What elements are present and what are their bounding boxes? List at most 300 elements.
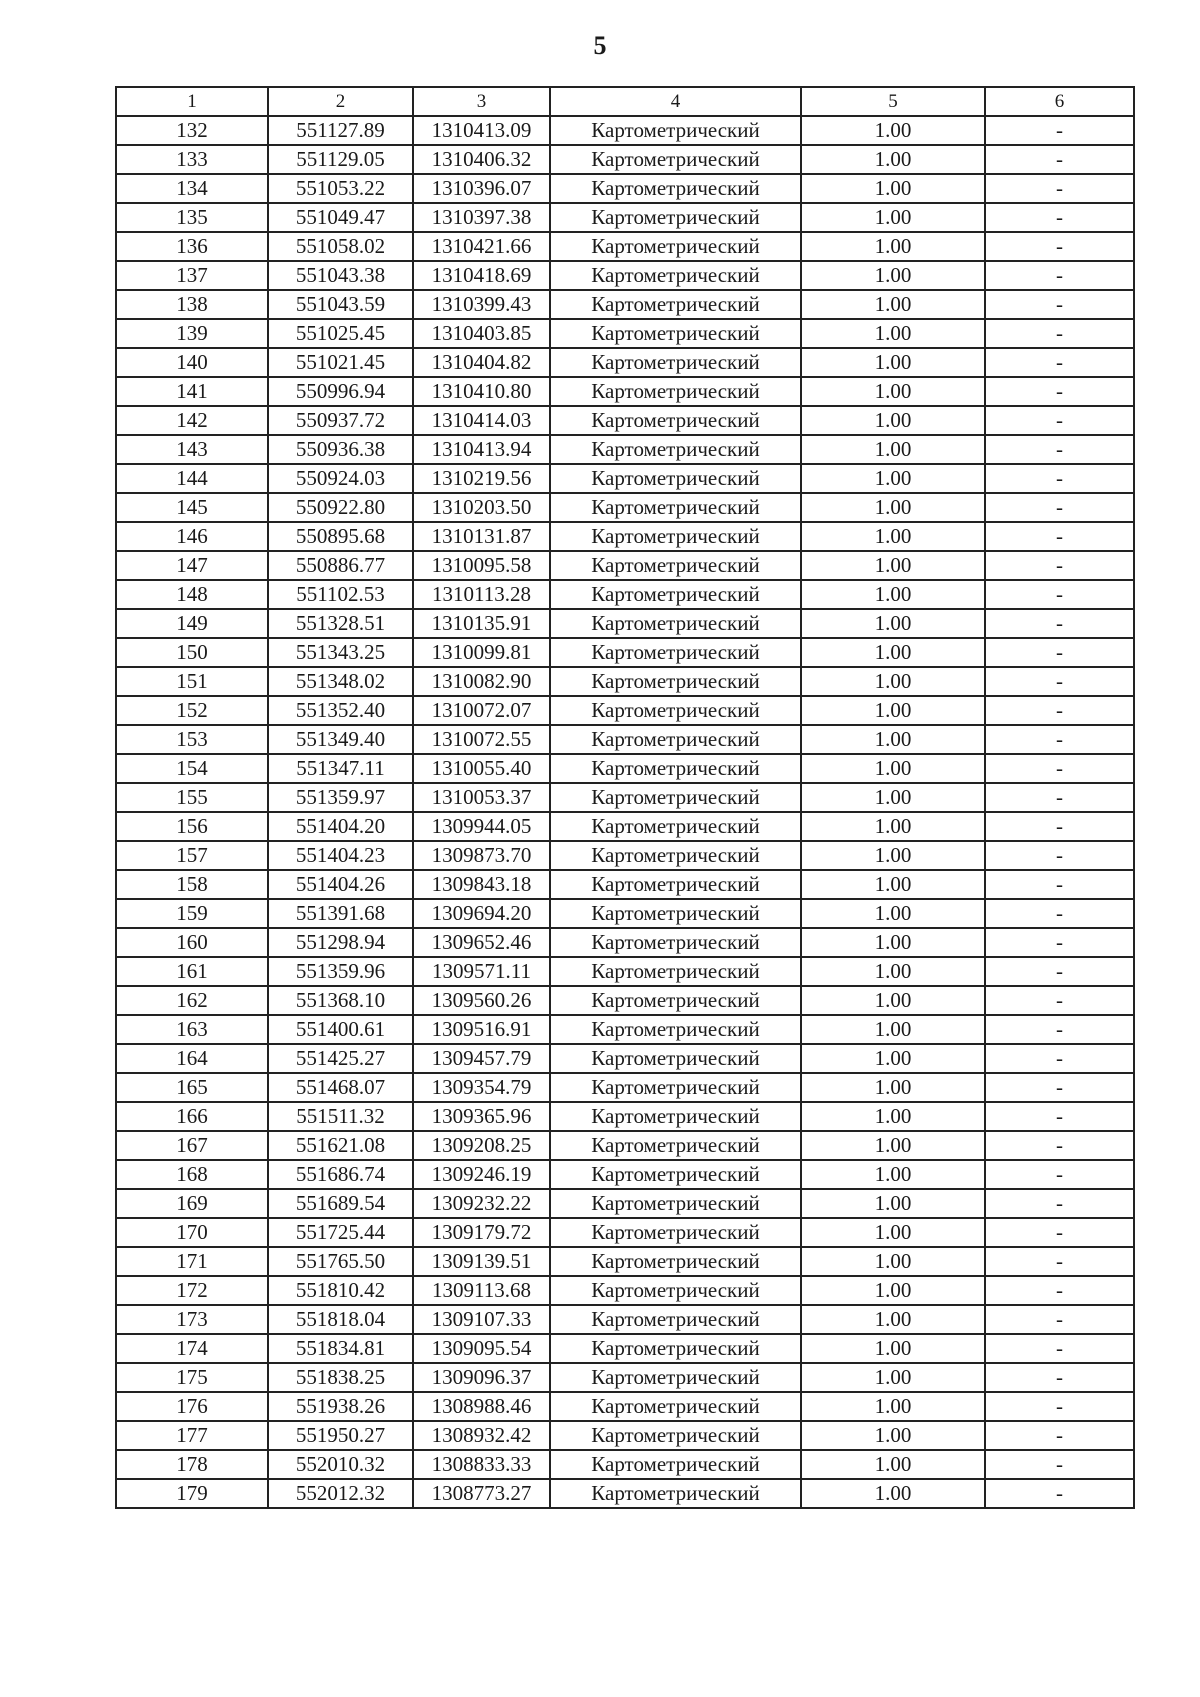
x-coordinate-cell: 551725.44 xyxy=(268,1218,413,1247)
method-cell: Картометрический xyxy=(550,1450,801,1479)
point-number-cell: 164 xyxy=(116,1044,268,1073)
x-coordinate-cell: 551298.94 xyxy=(268,928,413,957)
description-cell: - xyxy=(985,435,1134,464)
table-row xyxy=(116,1218,1134,1247)
point-number-cell: 159 xyxy=(116,899,268,928)
table-row xyxy=(116,580,1134,609)
x-coordinate-cell: 551043.38 xyxy=(268,261,413,290)
x-coordinate-cell: 551425.27 xyxy=(268,1044,413,1073)
x-coordinate-cell: 550996.94 xyxy=(268,377,413,406)
point-number-cell: 169 xyxy=(116,1189,268,1218)
table-row xyxy=(116,1189,1134,1218)
point-number-cell: 135 xyxy=(116,203,268,232)
point-number-cell: 149 xyxy=(116,609,268,638)
x-coordinate-cell: 551468.07 xyxy=(268,1073,413,1102)
y-coordinate-cell: 1309694.20 xyxy=(413,899,550,928)
method-cell: Картометрический xyxy=(550,638,801,667)
table-row xyxy=(116,812,1134,841)
y-coordinate-cell: 1309560.26 xyxy=(413,986,550,1015)
y-coordinate-cell: 1309095.54 xyxy=(413,1334,550,1363)
table-row xyxy=(116,493,1134,522)
x-coordinate-cell: 551765.50 xyxy=(268,1247,413,1276)
point-number-cell: 175 xyxy=(116,1363,268,1392)
table-row xyxy=(116,1073,1134,1102)
point-number-cell: 158 xyxy=(116,870,268,899)
table-row xyxy=(116,145,1134,174)
x-coordinate-cell: 551025.45 xyxy=(268,319,413,348)
description-cell: - xyxy=(985,1044,1134,1073)
point-number-cell: 136 xyxy=(116,232,268,261)
accuracy-cell: 1.00 xyxy=(801,841,985,870)
x-coordinate-cell: 551328.51 xyxy=(268,609,413,638)
x-coordinate-cell: 551404.20 xyxy=(268,812,413,841)
point-number-cell: 174 xyxy=(116,1334,268,1363)
table-row xyxy=(116,377,1134,406)
accuracy-cell: 1.00 xyxy=(801,203,985,232)
y-coordinate-cell: 1309179.72 xyxy=(413,1218,550,1247)
table-row xyxy=(116,928,1134,957)
column-header-1: 1 xyxy=(116,87,268,116)
accuracy-cell: 1.00 xyxy=(801,1131,985,1160)
method-cell: Картометрический xyxy=(550,261,801,290)
y-coordinate-cell: 1310399.43 xyxy=(413,290,550,319)
accuracy-cell: 1.00 xyxy=(801,1450,985,1479)
table-row xyxy=(116,406,1134,435)
accuracy-cell: 1.00 xyxy=(801,1247,985,1276)
table-row xyxy=(116,464,1134,493)
y-coordinate-cell: 1309652.46 xyxy=(413,928,550,957)
point-number-cell: 165 xyxy=(116,1073,268,1102)
point-number-cell: 152 xyxy=(116,696,268,725)
accuracy-cell: 1.00 xyxy=(801,1334,985,1363)
x-coordinate-cell: 551404.26 xyxy=(268,870,413,899)
description-cell: - xyxy=(985,203,1134,232)
y-coordinate-cell: 1310072.55 xyxy=(413,725,550,754)
x-coordinate-cell: 551058.02 xyxy=(268,232,413,261)
method-cell: Картометрический xyxy=(550,754,801,783)
y-coordinate-cell: 1310397.38 xyxy=(413,203,550,232)
accuracy-cell: 1.00 xyxy=(801,754,985,783)
coordinates-table xyxy=(115,86,1135,1509)
y-coordinate-cell: 1308932.42 xyxy=(413,1421,550,1450)
description-cell: - xyxy=(985,174,1134,203)
point-number-cell: 142 xyxy=(116,406,268,435)
y-coordinate-cell: 1308988.46 xyxy=(413,1392,550,1421)
table-row xyxy=(116,116,1134,145)
point-number-cell: 172 xyxy=(116,1276,268,1305)
x-coordinate-cell: 551021.45 xyxy=(268,348,413,377)
description-cell: - xyxy=(985,899,1134,928)
method-cell: Картометрический xyxy=(550,522,801,551)
description-cell: - xyxy=(985,145,1134,174)
table-row xyxy=(116,551,1134,580)
y-coordinate-cell: 1310418.69 xyxy=(413,261,550,290)
point-number-cell: 170 xyxy=(116,1218,268,1247)
method-cell: Картометрический xyxy=(550,957,801,986)
point-number-cell: 162 xyxy=(116,986,268,1015)
y-coordinate-cell: 1309246.19 xyxy=(413,1160,550,1189)
point-number-cell: 141 xyxy=(116,377,268,406)
table-row xyxy=(116,1247,1134,1276)
method-cell: Картометрический xyxy=(550,1015,801,1044)
method-cell: Картометрический xyxy=(550,696,801,725)
method-cell: Картометрический xyxy=(550,667,801,696)
description-cell: - xyxy=(985,928,1134,957)
description-cell: - xyxy=(985,1276,1134,1305)
method-cell: Картометрический xyxy=(550,783,801,812)
table-row xyxy=(116,522,1134,551)
point-number-cell: 171 xyxy=(116,1247,268,1276)
accuracy-cell: 1.00 xyxy=(801,580,985,609)
description-cell: - xyxy=(985,377,1134,406)
x-coordinate-cell: 551511.32 xyxy=(268,1102,413,1131)
method-cell: Картометрический xyxy=(550,580,801,609)
method-cell: Картометрический xyxy=(550,841,801,870)
description-cell: - xyxy=(985,464,1134,493)
accuracy-cell: 1.00 xyxy=(801,957,985,986)
description-cell: - xyxy=(985,1450,1134,1479)
y-coordinate-cell: 1309354.79 xyxy=(413,1073,550,1102)
x-coordinate-cell: 551347.11 xyxy=(268,754,413,783)
table-header xyxy=(116,87,1134,116)
x-coordinate-cell: 550924.03 xyxy=(268,464,413,493)
table-row xyxy=(116,609,1134,638)
table-row xyxy=(116,957,1134,986)
method-cell: Картометрический xyxy=(550,1363,801,1392)
description-cell: - xyxy=(985,1247,1134,1276)
table-body xyxy=(116,116,1134,1508)
method-cell: Картометрический xyxy=(550,928,801,957)
method-cell: Картометрический xyxy=(550,116,801,145)
method-cell: Картометрический xyxy=(550,464,801,493)
x-coordinate-cell: 551102.53 xyxy=(268,580,413,609)
table-row xyxy=(116,667,1134,696)
x-coordinate-cell: 551391.68 xyxy=(268,899,413,928)
y-coordinate-cell: 1310410.80 xyxy=(413,377,550,406)
x-coordinate-cell: 551368.10 xyxy=(268,986,413,1015)
method-cell: Картометрический xyxy=(550,1479,801,1508)
point-number-cell: 167 xyxy=(116,1131,268,1160)
y-coordinate-cell: 1310055.40 xyxy=(413,754,550,783)
accuracy-cell: 1.00 xyxy=(801,174,985,203)
accuracy-cell: 1.00 xyxy=(801,696,985,725)
point-number-cell: 168 xyxy=(116,1160,268,1189)
y-coordinate-cell: 1310414.03 xyxy=(413,406,550,435)
description-cell: - xyxy=(985,812,1134,841)
table-row xyxy=(116,725,1134,754)
method-cell: Картометрический xyxy=(550,174,801,203)
accuracy-cell: 1.00 xyxy=(801,1363,985,1392)
x-coordinate-cell: 550936.38 xyxy=(268,435,413,464)
method-cell: Картометрический xyxy=(550,1131,801,1160)
table-row xyxy=(116,1305,1134,1334)
accuracy-cell: 1.00 xyxy=(801,928,985,957)
accuracy-cell: 1.00 xyxy=(801,1276,985,1305)
accuracy-cell: 1.00 xyxy=(801,1189,985,1218)
description-cell: - xyxy=(985,319,1134,348)
table-row xyxy=(116,986,1134,1015)
description-cell: - xyxy=(985,957,1134,986)
table-row xyxy=(116,1276,1134,1305)
y-coordinate-cell: 1310404.82 xyxy=(413,348,550,377)
accuracy-cell: 1.00 xyxy=(801,290,985,319)
method-cell: Картометрический xyxy=(550,493,801,522)
x-coordinate-cell: 551818.04 xyxy=(268,1305,413,1334)
point-number-cell: 166 xyxy=(116,1102,268,1131)
point-number-cell: 160 xyxy=(116,928,268,957)
accuracy-cell: 1.00 xyxy=(801,899,985,928)
x-coordinate-cell: 552010.32 xyxy=(268,1450,413,1479)
x-coordinate-cell: 551810.42 xyxy=(268,1276,413,1305)
y-coordinate-cell: 1310135.91 xyxy=(413,609,550,638)
header-row xyxy=(116,87,1134,116)
y-coordinate-cell: 1309113.68 xyxy=(413,1276,550,1305)
accuracy-cell: 1.00 xyxy=(801,1160,985,1189)
y-coordinate-cell: 1310072.07 xyxy=(413,696,550,725)
method-cell: Картометрический xyxy=(550,812,801,841)
column-header-4: 4 xyxy=(550,87,801,116)
accuracy-cell: 1.00 xyxy=(801,551,985,580)
description-cell: - xyxy=(985,493,1134,522)
y-coordinate-cell: 1310219.56 xyxy=(413,464,550,493)
y-coordinate-cell: 1310082.90 xyxy=(413,667,550,696)
x-coordinate-cell: 551834.81 xyxy=(268,1334,413,1363)
accuracy-cell: 1.00 xyxy=(801,261,985,290)
y-coordinate-cell: 1310413.94 xyxy=(413,435,550,464)
x-coordinate-cell: 551838.25 xyxy=(268,1363,413,1392)
x-coordinate-cell: 551343.25 xyxy=(268,638,413,667)
column-header-2: 2 xyxy=(268,87,413,116)
y-coordinate-cell: 1310095.58 xyxy=(413,551,550,580)
method-cell: Картометрический xyxy=(550,1392,801,1421)
x-coordinate-cell: 551359.97 xyxy=(268,783,413,812)
table-row xyxy=(116,1421,1134,1450)
accuracy-cell: 1.00 xyxy=(801,667,985,696)
point-number-cell: 157 xyxy=(116,841,268,870)
y-coordinate-cell: 1309107.33 xyxy=(413,1305,550,1334)
description-cell: - xyxy=(985,348,1134,377)
x-coordinate-cell: 551049.47 xyxy=(268,203,413,232)
point-number-cell: 155 xyxy=(116,783,268,812)
method-cell: Картометрический xyxy=(550,1247,801,1276)
accuracy-cell: 1.00 xyxy=(801,812,985,841)
accuracy-cell: 1.00 xyxy=(801,725,985,754)
column-header-3: 3 xyxy=(413,87,550,116)
point-number-cell: 146 xyxy=(116,522,268,551)
y-coordinate-cell: 1310406.32 xyxy=(413,145,550,174)
x-coordinate-cell: 551400.61 xyxy=(268,1015,413,1044)
y-coordinate-cell: 1310131.87 xyxy=(413,522,550,551)
x-coordinate-cell: 551043.59 xyxy=(268,290,413,319)
point-number-cell: 156 xyxy=(116,812,268,841)
point-number-cell: 148 xyxy=(116,580,268,609)
table-row xyxy=(116,203,1134,232)
method-cell: Картометрический xyxy=(550,899,801,928)
y-coordinate-cell: 1309139.51 xyxy=(413,1247,550,1276)
accuracy-cell: 1.00 xyxy=(801,377,985,406)
x-coordinate-cell: 551950.27 xyxy=(268,1421,413,1450)
y-coordinate-cell: 1310396.07 xyxy=(413,174,550,203)
y-coordinate-cell: 1308833.33 xyxy=(413,1450,550,1479)
point-number-cell: 132 xyxy=(116,116,268,145)
column-header-5: 5 xyxy=(801,87,985,116)
accuracy-cell: 1.00 xyxy=(801,319,985,348)
method-cell: Картометрический xyxy=(550,870,801,899)
point-number-cell: 140 xyxy=(116,348,268,377)
column-header-6: 6 xyxy=(985,87,1134,116)
method-cell: Картометрический xyxy=(550,348,801,377)
y-coordinate-cell: 1310403.85 xyxy=(413,319,550,348)
accuracy-cell: 1.00 xyxy=(801,638,985,667)
description-cell: - xyxy=(985,1218,1134,1247)
point-number-cell: 133 xyxy=(116,145,268,174)
description-cell: - xyxy=(985,1392,1134,1421)
accuracy-cell: 1.00 xyxy=(801,493,985,522)
point-number-cell: 179 xyxy=(116,1479,268,1508)
x-coordinate-cell: 550886.77 xyxy=(268,551,413,580)
description-cell: - xyxy=(985,232,1134,261)
table-row xyxy=(116,870,1134,899)
page-number: 5 xyxy=(593,31,607,60)
method-cell: Картометрический xyxy=(550,1421,801,1450)
accuracy-cell: 1.00 xyxy=(801,1044,985,1073)
method-cell: Картометрический xyxy=(550,1305,801,1334)
table-row xyxy=(116,1015,1134,1044)
table-row xyxy=(116,1450,1134,1479)
table-row xyxy=(116,319,1134,348)
x-coordinate-cell: 551686.74 xyxy=(268,1160,413,1189)
description-cell: - xyxy=(985,1102,1134,1131)
description-cell: - xyxy=(985,116,1134,145)
description-cell: - xyxy=(985,522,1134,551)
description-cell: - xyxy=(985,609,1134,638)
table-row xyxy=(116,899,1134,928)
x-coordinate-cell: 551352.40 xyxy=(268,696,413,725)
accuracy-cell: 1.00 xyxy=(801,870,985,899)
x-coordinate-cell: 551621.08 xyxy=(268,1131,413,1160)
table-row xyxy=(116,754,1134,783)
method-cell: Картометрический xyxy=(550,319,801,348)
description-cell: - xyxy=(985,841,1134,870)
accuracy-cell: 1.00 xyxy=(801,1421,985,1450)
description-cell: - xyxy=(985,1131,1134,1160)
description-cell: - xyxy=(985,1073,1134,1102)
y-coordinate-cell: 1309843.18 xyxy=(413,870,550,899)
y-coordinate-cell: 1309365.96 xyxy=(413,1102,550,1131)
table-row xyxy=(116,232,1134,261)
accuracy-cell: 1.00 xyxy=(801,1102,985,1131)
x-coordinate-cell: 552012.32 xyxy=(268,1479,413,1508)
method-cell: Картометрический xyxy=(550,145,801,174)
description-cell: - xyxy=(985,696,1134,725)
description-cell: - xyxy=(985,1305,1134,1334)
accuracy-cell: 1.00 xyxy=(801,1305,985,1334)
accuracy-cell: 1.00 xyxy=(801,1073,985,1102)
description-cell: - xyxy=(985,406,1134,435)
method-cell: Картометрический xyxy=(550,232,801,261)
method-cell: Картометрический xyxy=(550,203,801,232)
accuracy-cell: 1.00 xyxy=(801,1218,985,1247)
description-cell: - xyxy=(985,1015,1134,1044)
method-cell: Картометрический xyxy=(550,406,801,435)
y-coordinate-cell: 1310113.28 xyxy=(413,580,550,609)
point-number-cell: 154 xyxy=(116,754,268,783)
method-cell: Картометрический xyxy=(550,435,801,464)
accuracy-cell: 1.00 xyxy=(801,464,985,493)
y-coordinate-cell: 1310203.50 xyxy=(413,493,550,522)
accuracy-cell: 1.00 xyxy=(801,783,985,812)
method-cell: Картометрический xyxy=(550,609,801,638)
y-coordinate-cell: 1310053.37 xyxy=(413,783,550,812)
method-cell: Картометрический xyxy=(550,1073,801,1102)
point-number-cell: 163 xyxy=(116,1015,268,1044)
accuracy-cell: 1.00 xyxy=(801,406,985,435)
y-coordinate-cell: 1309873.70 xyxy=(413,841,550,870)
method-cell: Картометрический xyxy=(550,551,801,580)
table-row xyxy=(116,435,1134,464)
x-coordinate-cell: 550922.80 xyxy=(268,493,413,522)
description-cell: - xyxy=(985,1479,1134,1508)
table-row xyxy=(116,1160,1134,1189)
y-coordinate-cell: 1309096.37 xyxy=(413,1363,550,1392)
y-coordinate-cell: 1310099.81 xyxy=(413,638,550,667)
x-coordinate-cell: 551127.89 xyxy=(268,116,413,145)
accuracy-cell: 1.00 xyxy=(801,145,985,174)
accuracy-cell: 1.00 xyxy=(801,1392,985,1421)
point-number-cell: 150 xyxy=(116,638,268,667)
x-coordinate-cell: 551053.22 xyxy=(268,174,413,203)
table-row xyxy=(116,1363,1134,1392)
point-number-cell: 137 xyxy=(116,261,268,290)
method-cell: Картометрический xyxy=(550,1189,801,1218)
description-cell: - xyxy=(985,1334,1134,1363)
y-coordinate-cell: 1309571.11 xyxy=(413,957,550,986)
table-row xyxy=(116,696,1134,725)
description-cell: - xyxy=(985,754,1134,783)
description-cell: - xyxy=(985,1421,1134,1450)
point-number-cell: 161 xyxy=(116,957,268,986)
point-number-cell: 134 xyxy=(116,174,268,203)
point-number-cell: 147 xyxy=(116,551,268,580)
table-row xyxy=(116,1044,1134,1073)
description-cell: - xyxy=(985,638,1134,667)
point-number-cell: 173 xyxy=(116,1305,268,1334)
description-cell: - xyxy=(985,1189,1134,1218)
description-cell: - xyxy=(985,1160,1134,1189)
y-coordinate-cell: 1309208.25 xyxy=(413,1131,550,1160)
point-number-cell: 153 xyxy=(116,725,268,754)
description-cell: - xyxy=(985,580,1134,609)
point-number-cell: 177 xyxy=(116,1421,268,1450)
accuracy-cell: 1.00 xyxy=(801,522,985,551)
y-coordinate-cell: 1309944.05 xyxy=(413,812,550,841)
accuracy-cell: 1.00 xyxy=(801,116,985,145)
method-cell: Картометрический xyxy=(550,1160,801,1189)
description-cell: - xyxy=(985,870,1134,899)
x-coordinate-cell: 550937.72 xyxy=(268,406,413,435)
point-number-cell: 151 xyxy=(116,667,268,696)
x-coordinate-cell: 551404.23 xyxy=(268,841,413,870)
method-cell: Картометрический xyxy=(550,1334,801,1363)
point-number-cell: 144 xyxy=(116,464,268,493)
point-number-cell: 145 xyxy=(116,493,268,522)
description-cell: - xyxy=(985,783,1134,812)
x-coordinate-cell: 551349.40 xyxy=(268,725,413,754)
accuracy-cell: 1.00 xyxy=(801,348,985,377)
method-cell: Картометрический xyxy=(550,986,801,1015)
description-cell: - xyxy=(985,551,1134,580)
y-coordinate-cell: 1309457.79 xyxy=(413,1044,550,1073)
